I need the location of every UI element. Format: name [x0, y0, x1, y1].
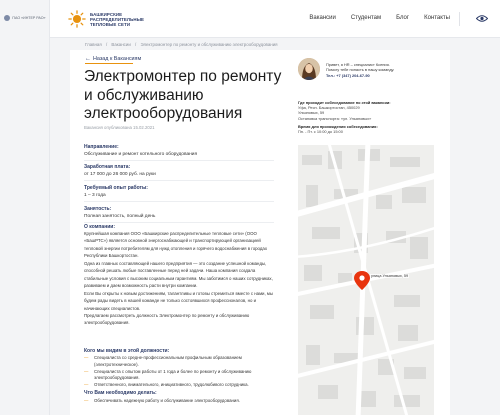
interview-address: Уфа, Респ. Башкортостан, 450029	[298, 105, 360, 111]
direction-section	[84, 144, 274, 157]
interview-info	[298, 100, 434, 134]
breadcrumb-home[interactable]: Главная	[85, 42, 102, 47]
interrao-logo-icon	[4, 15, 10, 21]
divider	[84, 160, 274, 161]
interview-time-label: Время для прохождения собеседования:	[298, 123, 378, 129]
breadcrumb-separator: /	[135, 42, 137, 47]
nav-vacancies[interactable]: Вакансии	[309, 15, 336, 21]
interview-time: Пн. - Пт. с 10:00 до 15:00	[298, 129, 343, 135]
nav-divider	[459, 12, 460, 26]
interrao-logo[interactable]	[2, 8, 48, 28]
about-paragraph: Крупнейшая компания ООО «Башкирские распределительные тепловые сети» (ООО «БашРТС») является основной энергоснабжающей и транспортирующей организацией тепловой энергии потребителям для нужд отопления и горячего водоснабжения в городах Республики Башкортостан.	[84, 231, 268, 259]
salary-label: Заработная плата:	[84, 164, 131, 170]
divider	[84, 222, 274, 223]
salary-value: от 17 000 до 26 000 руб. на руки	[84, 172, 156, 177]
direction-value: Обслуживание и ремонт котельного оборудования	[84, 152, 198, 157]
brand-name: БАШКИРСКИЕ РАСПРЕДЕЛИТЕЛЬНЫЕ ТЕПЛОВЫЕ СЕТИ	[90, 11, 145, 27]
published-date: Вакансия опубликована 15.02.2021	[84, 125, 155, 130]
interview-location-label: Где проходит собеседование по этой вакансии:	[298, 100, 391, 105]
sun-logo-icon	[68, 10, 86, 28]
eye-icon[interactable]	[476, 14, 488, 23]
duties-list	[84, 398, 279, 405]
about-paragraph: Предлагаем рассмотреть должность Электромонтер по ремонту и обслуживанию электрооборудования.	[84, 312, 250, 326]
requirements-title: Кого мы видим в этой должности:	[84, 348, 170, 354]
breadcrumb-separator: /	[105, 42, 108, 47]
breadcrumb-current: Электромонтер по ремонту и обслуживанию электрооборудования	[140, 42, 278, 47]
back-to-vacancies-link[interactable]	[85, 56, 141, 62]
hr-contact-text	[326, 62, 434, 78]
map-pin-label: улица Ульяновых, 59	[371, 274, 409, 278]
main-nav	[309, 15, 450, 21]
about-paragraph: Если Вы открыты к новым достижениям, талантливы и готовы стремиться вместе с нами, мы будем рады видеть в нашей команде не только состоявшихся профессионалов, но и начинающих специалистов.	[84, 290, 274, 311]
divider	[84, 180, 274, 181]
divider	[84, 201, 274, 202]
list-item: — Обеспечивать надежную работу и обслуживание электрооборудования.	[84, 398, 240, 403]
hr-phone[interactable]: Тел.: +7 (347) 204-67-90	[326, 72, 370, 78]
nav-students[interactable]: Студентам	[350, 15, 382, 21]
nav-contacts[interactable]: Контакты	[424, 15, 450, 21]
list-item: — Специалиста с опытом работы от 1 года и более по ремонту и обслуживанию электрооборудования.	[84, 368, 252, 381]
experience-label: Требуемый опыт работы:	[84, 185, 148, 191]
employment-label: Занятость:	[84, 206, 112, 212]
map-canvas	[298, 145, 434, 415]
employment-section	[84, 206, 274, 219]
about-text	[84, 230, 279, 327]
hr-greeting: Привет, я HR – специалист Ксения.	[326, 62, 390, 67]
transport-stop: Остановка транспорта: «ул. Ульяновых»	[298, 115, 372, 121]
employment-value: Полная занятость, полный день	[84, 214, 156, 219]
back-link-label: Назад к Вакансиям	[93, 56, 142, 62]
nav-blog[interactable]: Блог	[396, 15, 410, 21]
duties-title: Что Вам необходимо делать:	[84, 390, 157, 396]
avatar	[298, 58, 320, 80]
person-icon	[298, 58, 320, 80]
list-item: — Ответственного, внимательного, инициативного, трудолюбивого сотрудника.	[84, 382, 249, 388]
experience-value: 1 – 3 года	[84, 193, 106, 198]
breadcrumb	[85, 42, 281, 47]
top-navigation-bar	[50, 0, 500, 38]
vacancy-title: Электромонтер по ремонту и обслуживанию электрооборудования	[84, 68, 282, 122]
interview-street: Ульяновых, 59	[298, 110, 325, 116]
hr-help: Помогу тебе попасть в нашу команду.	[326, 67, 395, 73]
direction-label: Направление:	[84, 144, 119, 150]
experience-section	[84, 185, 274, 198]
salary-section	[84, 164, 274, 177]
brand-logo[interactable]	[68, 7, 144, 31]
requirements-list	[84, 355, 279, 389]
interrao-logo-text: ПАО «ИНТЕР РАО»	[12, 16, 46, 20]
list-item: — Специалиста со средне-профессиональным профильным образованием (электротехническое).	[84, 355, 242, 367]
breadcrumb-vacancies[interactable]: Вакансии	[111, 42, 131, 47]
location-map[interactable]	[298, 145, 434, 415]
about-paragraph: Одна из главных составляющей нашего предприятия — это создание успешной команды, способной решать любые поставленные перед ней задачи. Наша компания создала стабильные условия с высоким социальным гарантиям. Мы заботимся о наших сотрудниках, развиваем и даем возможность расти внутри компании.	[84, 260, 273, 289]
vacancy-card	[70, 50, 450, 415]
back-link-underline	[85, 63, 133, 64]
left-sidebar	[0, 0, 50, 415]
arrow-left-icon: ←	[85, 56, 91, 62]
about-label: О компании:	[84, 224, 116, 230]
